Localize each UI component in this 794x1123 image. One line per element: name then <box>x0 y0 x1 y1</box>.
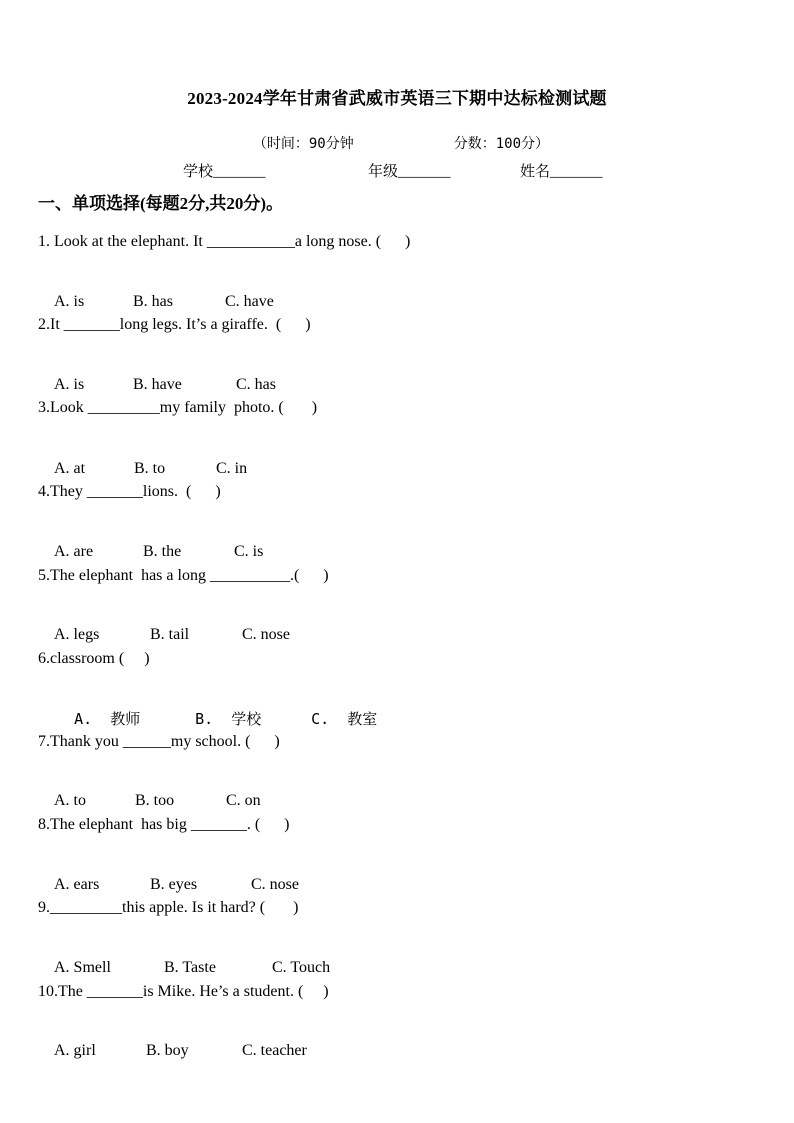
option-b[interactable]: B. has <box>133 293 173 310</box>
option-a[interactable]: A. girl <box>54 1042 96 1059</box>
option-a[interactable]: A. is <box>54 293 85 310</box>
section-heading: 一、单项选择(每题2分,共20分)。 <box>38 194 284 213</box>
school-field[interactable]: 学校_______ <box>183 164 266 180</box>
option-b[interactable]: B. the <box>143 543 182 560</box>
option-b[interactable]: B. to <box>134 460 166 477</box>
question-1: 1. Look at the elephant. It ___________a long nose. ( ) <box>38 233 411 250</box>
option-a[interactable]: A. are <box>54 543 94 560</box>
score-info: 分数：100分） <box>453 136 550 152</box>
question-5: 5.The elephant has a long __________.( ) <box>38 567 329 584</box>
option-c[interactable]: C. have <box>225 293 274 310</box>
option-c[interactable]: C. teacher <box>242 1042 307 1059</box>
option-c[interactable]: C. nose <box>251 876 299 893</box>
name-field[interactable]: 姓名_______ <box>520 164 603 180</box>
option-b[interactable]: B. eyes <box>150 876 198 893</box>
option-a[interactable]: A. is <box>54 376 85 393</box>
question-3: 3.Look _________my family photo. ( ) <box>38 399 318 416</box>
option-b[interactable]: B. have <box>133 376 182 393</box>
option-c[interactable]: C. on <box>226 792 261 809</box>
option-b[interactable]: B. 学校 <box>195 710 262 728</box>
exam-info <box>236 117 549 153</box>
options-10 <box>38 1024 307 1078</box>
option-b[interactable]: B. tail <box>150 626 190 643</box>
question-2: 2.It _______long legs. It’s a giraffe. ( ) <box>38 316 311 333</box>
option-b[interactable]: B. too <box>135 792 175 809</box>
option-c[interactable]: C. nose <box>242 626 290 643</box>
option-a[interactable]: A. 教师 <box>74 710 141 728</box>
question-9: 9._________this apple. Is it hard? ( ) <box>38 899 299 916</box>
option-c[interactable]: C. 教室 <box>311 710 378 728</box>
option-c[interactable]: C. is <box>234 543 264 560</box>
option-a[interactable]: A. to <box>54 792 86 809</box>
question-8: 8.The elephant has big _______. ( ) <box>38 816 290 833</box>
question-7: 7.Thank you ______my school. ( ) <box>38 733 280 750</box>
time-info: （时间：90分钟 <box>252 136 354 152</box>
option-a[interactable]: A. at <box>54 460 86 477</box>
option-c[interactable]: C. has <box>236 376 276 393</box>
option-b[interactable]: B. Taste <box>164 959 216 976</box>
option-a[interactable]: A. legs <box>54 626 100 643</box>
option-c[interactable]: C. Touch <box>272 959 331 976</box>
option-c[interactable]: C. in <box>216 460 248 477</box>
grade-field[interactable]: 年级_______ <box>368 164 451 180</box>
option-a[interactable]: A. ears <box>54 876 100 893</box>
question-6: 6.classroom ( ) <box>38 650 150 667</box>
question-4: 4.They _______lions. ( ) <box>38 483 221 500</box>
option-a[interactable]: A. Smell <box>54 959 111 976</box>
question-10: 10.The _______is Mike. He’s a student. ( ) <box>38 983 329 1000</box>
option-b[interactable]: B. boy <box>146 1042 189 1059</box>
page-title: 2023-2024学年甘肃省武威市英语三下期中达标检测试题 <box>187 89 607 108</box>
